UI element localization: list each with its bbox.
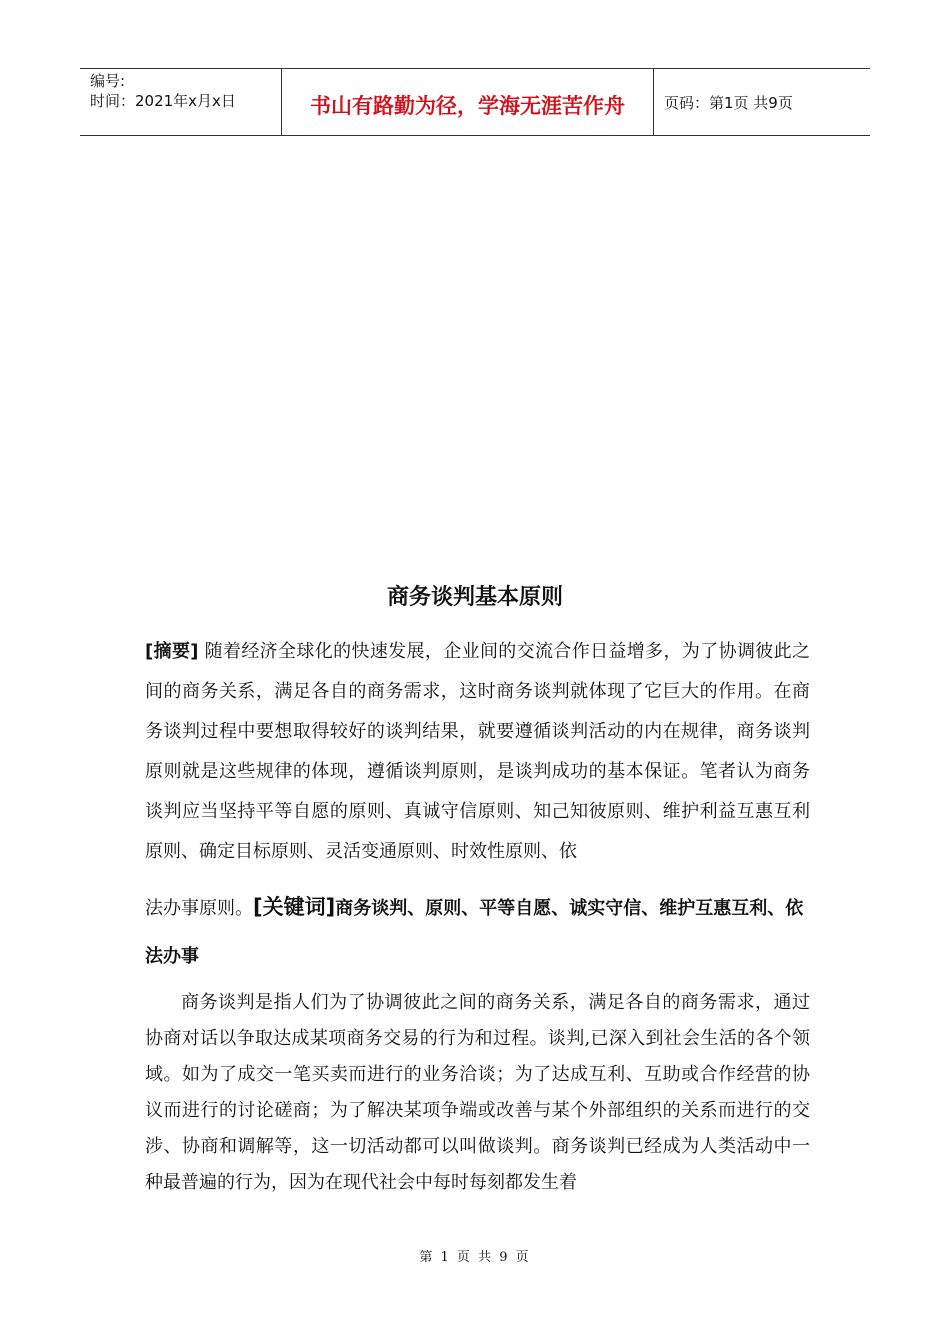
header-meta-cell [80,69,282,135]
keywords-paragraph [145,883,810,981]
header-table [80,68,870,136]
keywords-tag: [关键词] [253,895,336,919]
abstract-paragraph [145,632,810,872]
abstract-tag: [摘要] [145,641,199,662]
body-paragraph: 商务谈判是指人们为了协调彼此之间的商务关系，满足各自的商务需求，通过协商对话以争取达成某项商务交易的行为和过程。谈判,已深入到社会生活的各个领域。如为了成交一笔买卖而进行的业务洽谈；为了达成互利、互助或合作经营的协议而进行的讨论磋商；为了解决某项争端或改善与某个外部组织的关系而进行的交涉、协商和调解等，这一切活动都可以叫做谈判。商务谈判已经成为人类活动中一种最普遍的行为，因为在现代社会中每时每刻都发生着 [145,992,810,1193]
motto: 书山有路勤为径，学海无涯苦作舟 [282,69,654,135]
number-label: 编号: [90,72,126,90]
page-info: 页码：第1页 共9页 [664,93,793,112]
time-label: 时间：2021年x月x日 [90,92,236,110]
page-footer: 第 1 页 共 9 页 [419,1250,531,1265]
document-title: 商务谈判基本原则 [386,585,563,610]
keywords-text: 商务谈判、原则、平等自愿、诚实守信、维护互惠互利、依法办事 [145,898,804,967]
keywords-lead: 法办事原则。 [145,898,253,919]
abstract-text: 随着经济全球化的快速发展，企业间的交流合作日益增多，为了协调彼此之间的商务关系，满足各自的商务需求，这时商务谈判就体现了它巨大的作用。在商务谈判过程中要想取得较好的谈判结果，就要遵循谈判活动的内在规律，商务谈判原则就是这些规律的体现，遵循谈判原则，是谈判成功的基本保证。笔者认为商务谈判应当坚持平等自愿的原则、真诚守信原则、知己知彼原则、维护利益互惠互利原则、确定目标原则、灵活变通原则、时效性原则、依 [145,641,811,862]
